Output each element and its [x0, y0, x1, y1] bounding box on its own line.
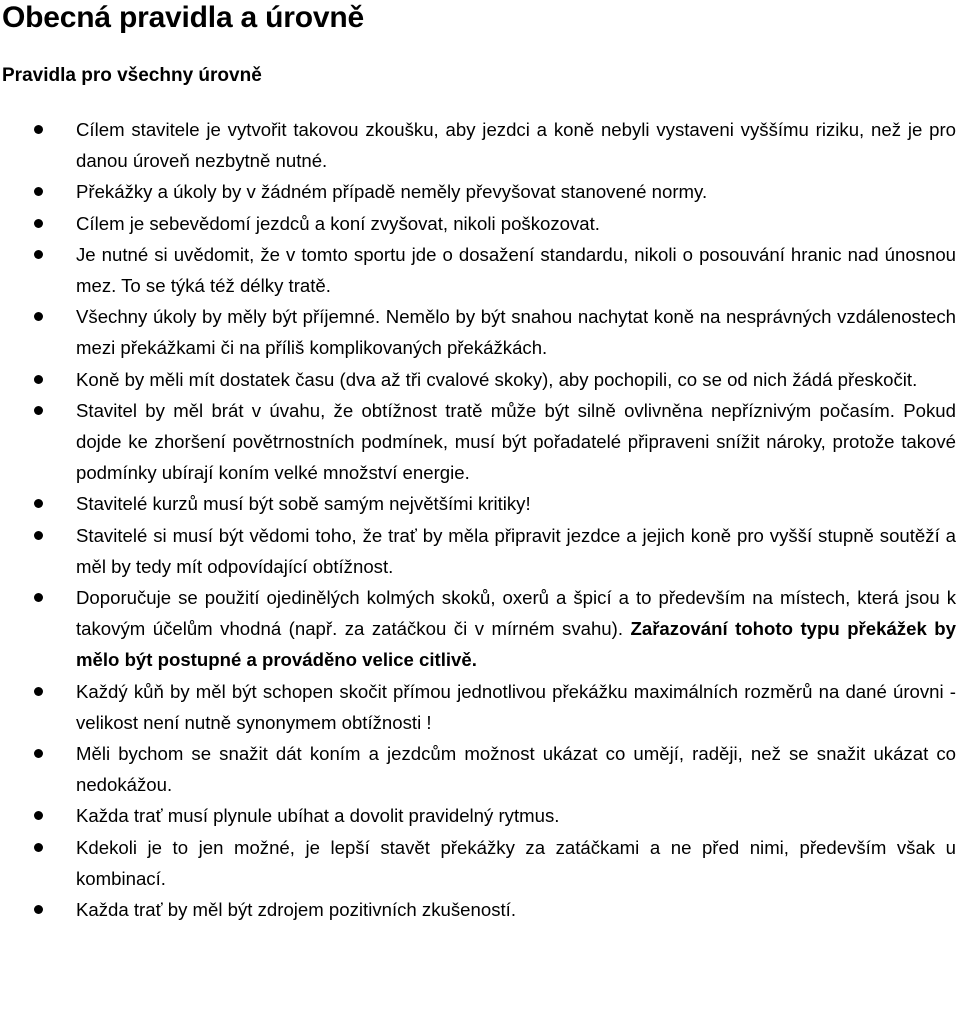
list-item-text: Všechny úkoly by měly být příjemné. Nemělo by být snahou nachytat koně na nesprávných vzdálenostech mezi překážkami či na příliš komplikovaných překážkách. [76, 306, 956, 359]
list-item [2, 176, 956, 207]
list-item [2, 239, 956, 301]
bullet-icon [34, 531, 43, 540]
list-item-text: Stavitelé si musí být vědomi toho, že trať by měla připravit jezdce a jejich koně pro vyšší stupně soutěží a měl by tedy mít odpovídající obtížnost. [76, 524, 956, 577]
bullet-icon [34, 187, 43, 196]
list-item-text: Stavitelé kurzů musí být sobě samým největšími kritiky! [76, 493, 531, 515]
bullet-icon [34, 749, 43, 758]
list-item [2, 894, 956, 925]
bullet-icon [34, 250, 43, 259]
bullet-icon [34, 219, 43, 228]
bullet-icon [34, 312, 43, 321]
list-item [2, 582, 956, 676]
bullet-icon [34, 406, 43, 415]
rules-list [2, 114, 956, 925]
list-item-text: Stavitel by měl brát v úvahu, že obtížnost tratě může být silně ovlivněna nepříznivým počasím. Pokud dojde ke zhoršení povětrnostních podmínek, musí být pořadatelé připraveni snížit nároky, protože takové podmínky ubírají koním velké množství energie. [76, 399, 956, 484]
list-item-text: Cílem je sebevědomí jezdců a koní zvyšovat, nikoli poškozovat. [76, 212, 600, 234]
list-item [2, 738, 956, 800]
bullet-icon [34, 125, 43, 134]
list-item [2, 364, 956, 395]
bullet-icon [34, 905, 43, 914]
list-item [2, 114, 956, 176]
list-item [2, 488, 956, 519]
list-item-text: Každý kůň by měl být schopen skočit přímou jednotlivou překážku maximálních rozměrů na dané úrovni - velikost není nutně synonymem obtížnosti ! [76, 680, 956, 733]
list-item-emphasis: Zařazování tohoto typu překážek by mělo být postupné a prováděno velice citlivě. [76, 618, 956, 671]
list-item-text: Doporučuje se použití ojedinělých kolmých skoků, oxerů a špicí a to především na místech, která jsou k takovým účelům vhodná (např. za zatáčkou či v mírném svahu). [76, 587, 956, 640]
bullet-icon [34, 687, 43, 696]
bullet-icon [34, 811, 43, 820]
list-item-text: Každa trať musí plynule ubíhat a dovolit pravidelný rytmus. [76, 805, 560, 827]
list-item-text: Kdekoli je to jen možné, je lepší stavět překážky za zatáčkami a ne před nimi, především však u kombinací. [76, 836, 956, 889]
list-item [2, 520, 956, 582]
bullet-icon [34, 843, 43, 852]
bullet-icon [34, 499, 43, 508]
bullet-icon [34, 375, 43, 384]
bullet-icon [34, 593, 43, 602]
list-item-text: Překážky a úkoly by v žádném případě neměly převyšovat stanovené normy. [76, 181, 708, 203]
list-item [2, 800, 956, 831]
list-item-text: Je nutné si uvědomit, že v tomto sportu jde o dosažení standardu, nikoli o posouvání hranic nad únosnou mez. To se týká též délky tratě. [76, 243, 956, 297]
list-item-text: Každa trať by měl být zdrojem pozitivních zkušeností. [76, 899, 516, 921]
list-item [2, 301, 956, 363]
list-item [2, 395, 956, 489]
page-title: Obecná pravidla a úrovně [2, 1, 364, 34]
list-item-text: Měli bychom se snažit dát koním a jezdcům možnost ukázat co umějí, raději, než se snažit ukázat co nedokážou. [76, 743, 956, 796]
section-subtitle: Pravidla pro všechny úrovně [2, 65, 262, 86]
list-item [2, 208, 956, 239]
list-item [2, 676, 956, 738]
list-item-text: Koně by měli mít dostatek času (dva až tři cvalové skoky), aby pochopili, co se od nich žádá přeskočit. [76, 368, 918, 390]
list-item-text: Cílem stavitele je vytvořit takovou zkoušku, aby jezdci a koně nebyli vystaveni vyššímu riziku, než je pro danou úroveň nezbytně nutné. [76, 119, 956, 172]
list-item [2, 832, 956, 894]
